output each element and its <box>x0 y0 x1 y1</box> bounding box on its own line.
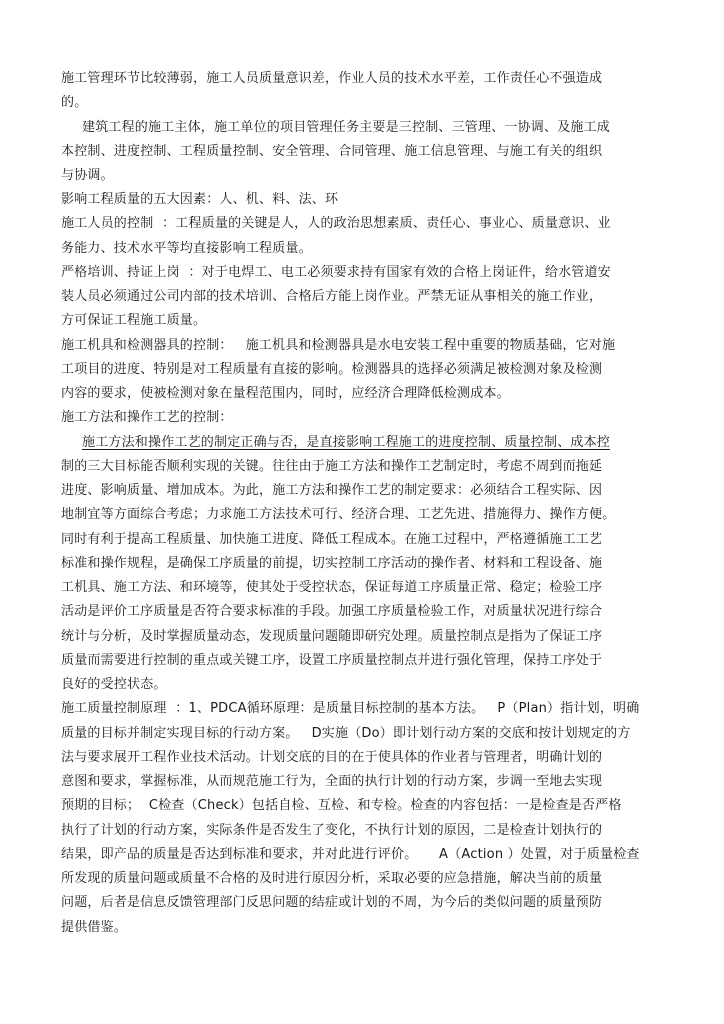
text-line: 执行了计划的行动方案，实际条件是否发生了变化，不执行计划的原因，二是检查计划执行的 <box>61 823 603 838</box>
text-line: 制的三大目标能否顺利实现的关键。往往由于施工方法和操作工艺制定时，考虑不周到而拖延 <box>61 459 603 474</box>
text-line: 装人员必须通过公司内部的技术培训、合格后方能上岗作业。严禁无证从事相关的施工作业， <box>61 289 603 304</box>
text-line: 所发现的质量问题或质量不合格的及时进行原因分析，采取必要的应急措施，解决当前的质量 <box>61 871 603 886</box>
text-line: 工机具、施工方法、和环境等，使其处于受控状态，保证每道工序质量正常、稳定；检验工序 <box>61 580 603 595</box>
text-line: 结果，即产品的质量是否达到标准和要求，并对此进行评价。 A（Action ）处置，对于质量检查 <box>61 847 640 862</box>
text-line: 本控制、进度控制、工程质量控制、安全管理、合同管理、施工信息管理、与施工有关的组织 <box>61 144 603 159</box>
text-line: 标准和操作规程，是确保工序质量的前提，切实控制工序活动的操作者、材料和工程设备、施 <box>61 556 603 571</box>
text-line: 施工管理环节比较薄弱，施工人员质量意识差，作业人员的技术水平差，工作责任心不强造成 <box>61 71 603 86</box>
text-line: 严格培训、持证上岗 ：对于电焊工、电工必须要求持有国家有效的合格上岗证件，给水管道安 <box>61 265 611 280</box>
text-line: 统计与分析，及时掌握质量动态，发现质量问题随即研究处理。质量控制点是指为了保证工序 <box>61 629 603 644</box>
text-line: 活动是评价工序质量是否符合要求标准的手段。加强工序质量检验工作，对质量状况进行综合 <box>61 604 603 619</box>
text-line: 提供借鉴。 <box>61 920 128 935</box>
text-line: 施工机具和检测器具的控制： 施工机具和检测器具是水电安装工程中重要的物质基础，它对施 <box>61 338 616 353</box>
text-line: 问题，后者是信息反馈管理部门反思问题的结症或计划的不周，为今后的类似问题的质量预防 <box>61 895 603 910</box>
text-line: 施工方法和操作工艺的制定正确与否，是直接影响工程施工的进度控制、质量控制、成本控 <box>82 435 611 450</box>
text-line: 地制宜等方面综合考虑；力求施工方法技术可行、经济合理、工艺先进、措施得力、操作方便。 <box>61 507 616 522</box>
text-line: 法与要求展开工程作业技术活动。计划交底的目的在于使具体的作业者与管理者，明确计划的 <box>61 750 603 765</box>
text-line: 质量的目标并制定实现目标的行动方案。 D实施（Do）即计划行动方案的交底和按计划规定的方 <box>61 726 631 741</box>
text-line: 工项目的进度、特别是对工程质量有直接的影响。检测器具的选择必须满足被检测对象及检测 <box>61 362 603 377</box>
text-line: 施工人员的控制 ：工程质量的关键是人，人的政治思想素质、责任心、事业心、质量意识、业 <box>61 216 611 231</box>
text-line: 施工质量控制原理 ：1、PDCA循环原理：是质量目标控制的基本方法。 P（Plan）指计划，明确 <box>61 701 640 716</box>
text-line: 影响工程质量的五大因素：人、机、料、法、环 <box>61 192 339 207</box>
text-line: 务能力、技术水平等均直接影响工程质量。 <box>61 241 312 256</box>
text-line: 同时有利于提高工程质量、加快施工进度、降低工程成本。在施工过程中，严格遵循施工工艺 <box>61 532 603 547</box>
text-line: 建筑工程的施工主体，施工单位的项目管理任务主要是三控制、三管理、一协调、及施工成 <box>82 120 611 135</box>
text-line: 预期的目标； C检查（Check）包括自检、互检、和专检。检查的内容包括：一是检查是否严格 <box>61 798 622 813</box>
text-line: 内容的要求，使被检测对象在量程范围内，同时，应经济合理降低检测成本。 <box>61 386 510 401</box>
text-line: 施工方法和操作工艺的控制： <box>61 410 233 425</box>
text-line: 良好的受控状态。 <box>61 677 167 692</box>
text-line: 意图和要求，掌握标准，从而规范施工行为，全面的执行计划的行动方案，步调一至地去实现 <box>61 774 603 789</box>
text-line: 与协调。 <box>61 168 114 183</box>
text-line: 进度、影响质量、增加成本。为此，施工方法和操作工艺的制定要求：必须结合工程实际、因 <box>61 483 603 498</box>
text-line: 的。 <box>61 95 88 110</box>
text-line: 质量而需要进行控制的重点或关键工序，设置工序质量控制点并进行强化管理，保持工序处于 <box>61 653 603 668</box>
text-line: 方可保证工程施工质量。 <box>61 313 207 328</box>
